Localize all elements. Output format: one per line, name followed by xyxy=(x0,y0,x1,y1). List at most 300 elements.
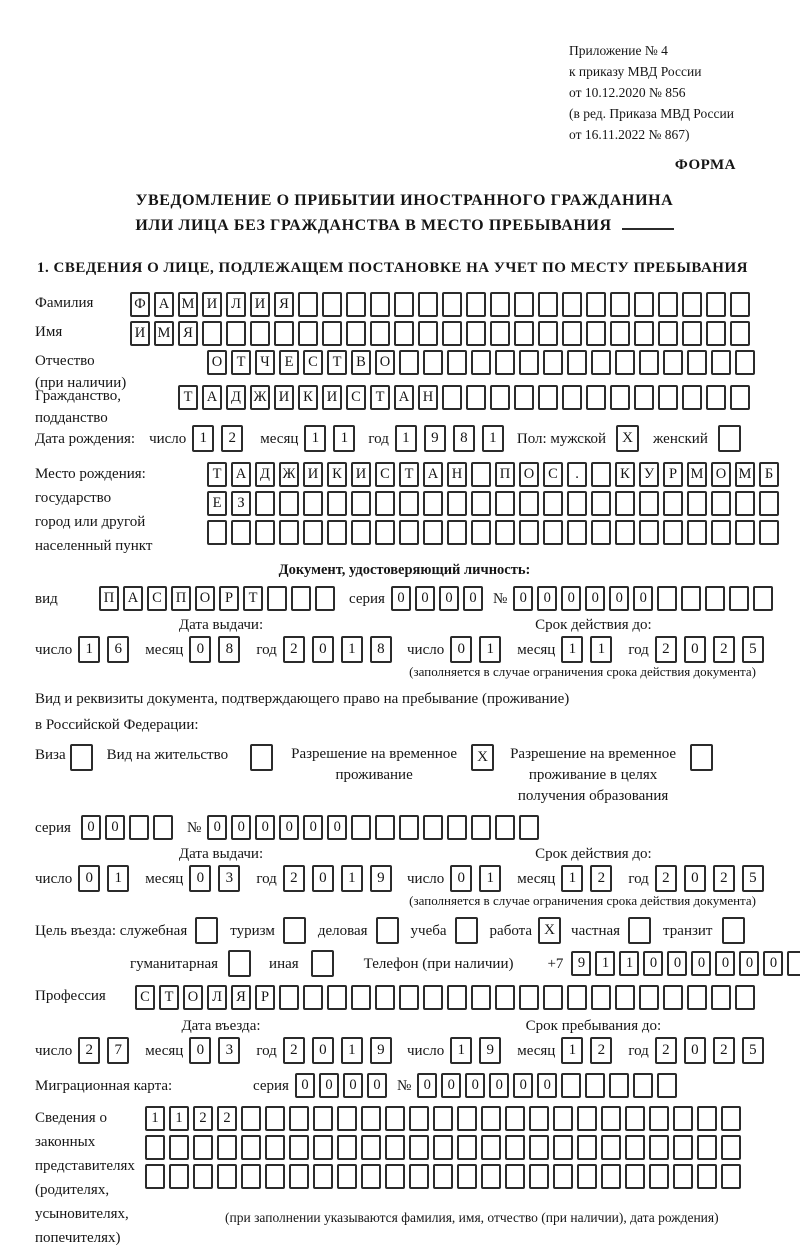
char-cell[interactable]: О xyxy=(711,462,731,487)
char-cell[interactable]: 0 xyxy=(312,865,334,892)
char-cell[interactable] xyxy=(663,491,683,516)
char-cell[interactable] xyxy=(735,985,755,1010)
char-cell[interactable]: 0 xyxy=(78,865,100,892)
char-cell[interactable] xyxy=(639,491,659,516)
char-cell[interactable]: 5 xyxy=(742,865,764,892)
char-cell[interactable] xyxy=(399,520,419,545)
char-cell[interactable]: 2 xyxy=(655,1037,677,1064)
char-cell[interactable] xyxy=(673,1164,693,1189)
char-cell[interactable]: М xyxy=(687,462,707,487)
char-cell[interactable] xyxy=(649,1164,669,1189)
char-cell[interactable]: 0 xyxy=(513,1073,533,1098)
char-cell[interactable] xyxy=(634,292,654,317)
char-cell[interactable]: 0 xyxy=(189,1037,211,1064)
char-cell[interactable] xyxy=(553,1164,573,1189)
char-cell[interactable]: 3 xyxy=(218,865,240,892)
char-cell[interactable] xyxy=(711,520,731,545)
char-cell[interactable] xyxy=(505,1106,525,1131)
char-cell[interactable]: 8 xyxy=(370,636,392,663)
char-cell[interactable]: 2 xyxy=(283,636,305,663)
checkbox-purpose-private[interactable] xyxy=(628,917,651,944)
char-cell[interactable]: 0 xyxy=(319,1073,339,1098)
char-cell[interactable] xyxy=(399,350,419,375)
char-cell[interactable] xyxy=(753,586,773,611)
char-cell[interactable]: 2 xyxy=(655,865,677,892)
char-cell[interactable]: 2 xyxy=(713,1037,735,1064)
char-cell[interactable] xyxy=(346,321,366,346)
char-cell[interactable] xyxy=(337,1135,357,1160)
char-cell[interactable]: О xyxy=(183,985,203,1010)
char-cell[interactable] xyxy=(466,321,486,346)
char-cell[interactable] xyxy=(615,985,635,1010)
checkbox-visa[interactable] xyxy=(70,744,93,771)
char-cell[interactable]: 1 xyxy=(341,865,363,892)
char-cell[interactable] xyxy=(543,985,563,1010)
char-cell[interactable] xyxy=(409,1135,429,1160)
char-cell[interactable] xyxy=(241,1164,261,1189)
char-cell[interactable]: С xyxy=(147,586,167,611)
char-cell[interactable] xyxy=(577,1106,597,1131)
char-cell[interactable]: Н xyxy=(447,462,467,487)
char-cell[interactable]: 2 xyxy=(283,1037,305,1064)
char-cell[interactable]: М xyxy=(154,321,174,346)
checkbox-residence-permit[interactable] xyxy=(250,744,273,771)
char-cell[interactable] xyxy=(370,292,390,317)
char-cell[interactable]: Т xyxy=(231,350,251,375)
char-cell[interactable]: Е xyxy=(207,491,227,516)
char-cell[interactable] xyxy=(663,350,683,375)
char-cell[interactable]: 0 xyxy=(489,1073,509,1098)
char-cell[interactable]: А xyxy=(394,385,414,410)
char-cell[interactable] xyxy=(370,321,390,346)
char-cell[interactable]: А xyxy=(123,586,143,611)
checkbox-purpose-study[interactable] xyxy=(455,917,478,944)
char-cell[interactable] xyxy=(514,292,534,317)
char-cell[interactable] xyxy=(687,350,707,375)
char-cell[interactable] xyxy=(423,350,443,375)
char-cell[interactable] xyxy=(553,1135,573,1160)
char-cell[interactable] xyxy=(226,321,246,346)
char-cell[interactable]: 0 xyxy=(105,815,125,840)
char-cell[interactable] xyxy=(591,462,611,487)
checkbox-purpose-transit[interactable] xyxy=(722,917,745,944)
char-cell[interactable] xyxy=(519,491,539,516)
checkbox-purpose-work[interactable]: X xyxy=(538,917,561,944)
char-cell[interactable]: 0 xyxy=(279,815,299,840)
char-cell[interactable] xyxy=(289,1135,309,1160)
char-cell[interactable] xyxy=(625,1164,645,1189)
char-cell[interactable] xyxy=(291,586,311,611)
char-cell[interactable]: 0 xyxy=(295,1073,315,1098)
char-cell[interactable] xyxy=(399,985,419,1010)
char-cell[interactable] xyxy=(375,520,395,545)
char-cell[interactable] xyxy=(687,985,707,1010)
char-cell[interactable]: 1 xyxy=(561,1037,583,1064)
char-cell[interactable] xyxy=(721,1135,741,1160)
char-cell[interactable] xyxy=(298,292,318,317)
char-cell[interactable]: 0 xyxy=(189,865,211,892)
char-cell[interactable] xyxy=(729,586,749,611)
char-cell[interactable]: И xyxy=(274,385,294,410)
char-cell[interactable]: 0 xyxy=(463,586,483,611)
char-cell[interactable] xyxy=(586,292,606,317)
char-cell[interactable]: У xyxy=(639,462,659,487)
char-cell[interactable]: 2 xyxy=(283,865,305,892)
char-cell[interactable] xyxy=(490,292,510,317)
char-cell[interactable] xyxy=(505,1135,525,1160)
char-cell[interactable]: 0 xyxy=(561,586,581,611)
char-cell[interactable] xyxy=(681,586,701,611)
char-cell[interactable]: 2 xyxy=(590,865,612,892)
char-cell[interactable]: Т xyxy=(159,985,179,1010)
char-cell[interactable]: З xyxy=(231,491,251,516)
char-cell[interactable] xyxy=(673,1106,693,1131)
char-cell[interactable]: А xyxy=(202,385,222,410)
char-cell[interactable]: 0 xyxy=(537,586,557,611)
char-cell[interactable]: 1 xyxy=(619,951,639,976)
char-cell[interactable]: 3 xyxy=(218,1037,240,1064)
char-cell[interactable] xyxy=(423,491,443,516)
char-cell[interactable] xyxy=(663,520,683,545)
char-cell[interactable]: 1 xyxy=(450,1037,472,1064)
char-cell[interactable]: 0 xyxy=(450,865,472,892)
char-cell[interactable] xyxy=(423,985,443,1010)
char-cell[interactable] xyxy=(610,321,630,346)
char-cell[interactable] xyxy=(202,321,222,346)
char-cell[interactable] xyxy=(721,1164,741,1189)
char-cell[interactable] xyxy=(705,586,725,611)
char-cell[interactable]: 0 xyxy=(763,951,783,976)
char-cell[interactable] xyxy=(327,985,347,1010)
char-cell[interactable]: 0 xyxy=(465,1073,485,1098)
char-cell[interactable] xyxy=(495,985,515,1010)
checkbox-purpose-humanitarian[interactable] xyxy=(228,950,251,977)
char-cell[interactable] xyxy=(591,985,611,1010)
char-cell[interactable] xyxy=(433,1164,453,1189)
char-cell[interactable] xyxy=(442,321,462,346)
char-cell[interactable]: И xyxy=(250,292,270,317)
char-cell[interactable]: 2 xyxy=(221,425,243,452)
char-cell[interactable]: Ж xyxy=(250,385,270,410)
char-cell[interactable] xyxy=(658,385,678,410)
char-cell[interactable]: Т xyxy=(207,462,227,487)
char-cell[interactable]: 5 xyxy=(742,636,764,663)
char-cell[interactable]: С xyxy=(543,462,563,487)
char-cell[interactable]: 0 xyxy=(633,586,653,611)
char-cell[interactable] xyxy=(418,321,438,346)
char-cell[interactable] xyxy=(423,520,443,545)
checkbox-purpose-business[interactable] xyxy=(376,917,399,944)
char-cell[interactable]: 0 xyxy=(391,586,411,611)
char-cell[interactable]: 0 xyxy=(684,636,706,663)
char-cell[interactable] xyxy=(609,1073,629,1098)
char-cell[interactable] xyxy=(471,350,491,375)
char-cell[interactable]: 0 xyxy=(684,1037,706,1064)
char-cell[interactable]: 0 xyxy=(691,951,711,976)
char-cell[interactable] xyxy=(735,491,755,516)
char-cell[interactable]: 0 xyxy=(537,1073,557,1098)
char-cell[interactable]: Л xyxy=(207,985,227,1010)
char-cell[interactable] xyxy=(673,1135,693,1160)
char-cell[interactable]: 2 xyxy=(590,1037,612,1064)
char-cell[interactable] xyxy=(207,520,227,545)
char-cell[interactable] xyxy=(538,292,558,317)
char-cell[interactable] xyxy=(514,321,534,346)
char-cell[interactable]: 0 xyxy=(343,1073,363,1098)
char-cell[interactable] xyxy=(481,1106,501,1131)
char-cell[interactable] xyxy=(615,350,635,375)
char-cell[interactable] xyxy=(418,292,438,317)
char-cell[interactable] xyxy=(466,292,486,317)
char-cell[interactable] xyxy=(267,586,287,611)
char-cell[interactable]: 2 xyxy=(655,636,677,663)
char-cell[interactable]: 0 xyxy=(585,586,605,611)
char-cell[interactable]: 0 xyxy=(609,586,629,611)
char-cell[interactable]: Ж xyxy=(279,462,299,487)
char-cell[interactable] xyxy=(553,1106,573,1131)
char-cell[interactable]: П xyxy=(495,462,515,487)
char-cell[interactable]: В xyxy=(351,350,371,375)
char-cell[interactable] xyxy=(514,385,534,410)
char-cell[interactable] xyxy=(730,292,750,317)
char-cell[interactable] xyxy=(657,1073,677,1098)
char-cell[interactable]: 1 xyxy=(561,636,583,663)
char-cell[interactable]: 1 xyxy=(395,425,417,452)
char-cell[interactable] xyxy=(682,385,702,410)
char-cell[interactable] xyxy=(313,1135,333,1160)
char-cell[interactable] xyxy=(274,321,294,346)
char-cell[interactable] xyxy=(442,385,462,410)
char-cell[interactable] xyxy=(586,321,606,346)
char-cell[interactable]: 0 xyxy=(513,586,533,611)
char-cell[interactable]: 1 xyxy=(482,425,504,452)
char-cell[interactable] xyxy=(490,321,510,346)
char-cell[interactable]: 1 xyxy=(595,951,615,976)
char-cell[interactable]: П xyxy=(99,586,119,611)
char-cell[interactable] xyxy=(351,491,371,516)
char-cell[interactable] xyxy=(399,491,419,516)
char-cell[interactable]: Р xyxy=(663,462,683,487)
char-cell[interactable]: 0 xyxy=(441,1073,461,1098)
char-cell[interactable]: Л xyxy=(226,292,246,317)
char-cell[interactable]: И xyxy=(130,321,150,346)
char-cell[interactable]: Т xyxy=(370,385,390,410)
char-cell[interactable] xyxy=(471,520,491,545)
char-cell[interactable]: Д xyxy=(255,462,275,487)
char-cell[interactable] xyxy=(657,586,677,611)
char-cell[interactable]: 0 xyxy=(684,865,706,892)
char-cell[interactable]: 0 xyxy=(312,636,334,663)
char-cell[interactable]: Т xyxy=(399,462,419,487)
char-cell[interactable]: Н xyxy=(418,385,438,410)
char-cell[interactable]: 2 xyxy=(217,1106,237,1131)
char-cell[interactable] xyxy=(543,350,563,375)
checkbox-gender-female[interactable] xyxy=(718,425,741,452)
char-cell[interactable] xyxy=(538,385,558,410)
char-cell[interactable]: 9 xyxy=(370,1037,392,1064)
char-cell[interactable] xyxy=(538,321,558,346)
char-cell[interactable] xyxy=(711,350,731,375)
char-cell[interactable] xyxy=(735,350,755,375)
char-cell[interactable] xyxy=(327,520,347,545)
char-cell[interactable]: Р xyxy=(219,586,239,611)
char-cell[interactable]: 1 xyxy=(341,1037,363,1064)
char-cell[interactable] xyxy=(682,292,702,317)
char-cell[interactable] xyxy=(586,385,606,410)
char-cell[interactable] xyxy=(591,491,611,516)
checkbox-purpose-other[interactable] xyxy=(311,950,334,977)
char-cell[interactable]: 1 xyxy=(169,1106,189,1131)
char-cell[interactable] xyxy=(153,815,173,840)
char-cell[interactable] xyxy=(697,1164,717,1189)
char-cell[interactable]: 0 xyxy=(643,951,663,976)
char-cell[interactable] xyxy=(442,292,462,317)
char-cell[interactable]: 0 xyxy=(367,1073,387,1098)
char-cell[interactable] xyxy=(634,385,654,410)
char-cell[interactable]: 0 xyxy=(327,815,347,840)
char-cell[interactable]: И xyxy=(303,462,323,487)
char-cell[interactable] xyxy=(265,1106,285,1131)
char-cell[interactable]: П xyxy=(171,586,191,611)
char-cell[interactable] xyxy=(471,491,491,516)
char-cell[interactable] xyxy=(481,1164,501,1189)
char-cell[interactable]: А xyxy=(154,292,174,317)
char-cell[interactable] xyxy=(279,520,299,545)
char-cell[interactable] xyxy=(505,1164,525,1189)
char-cell[interactable]: 0 xyxy=(715,951,735,976)
char-cell[interactable]: 9 xyxy=(479,1037,501,1064)
char-cell[interactable] xyxy=(409,1106,429,1131)
char-cell[interactable] xyxy=(289,1164,309,1189)
char-cell[interactable]: 0 xyxy=(439,586,459,611)
char-cell[interactable] xyxy=(495,491,515,516)
char-cell[interactable] xyxy=(529,1106,549,1131)
char-cell[interactable]: 1 xyxy=(78,636,100,663)
char-cell[interactable] xyxy=(711,985,731,1010)
char-cell[interactable]: Р xyxy=(255,985,275,1010)
char-cell[interactable] xyxy=(433,1106,453,1131)
char-cell[interactable]: 9 xyxy=(370,865,392,892)
char-cell[interactable]: 0 xyxy=(189,636,211,663)
char-cell[interactable]: С xyxy=(346,385,366,410)
char-cell[interactable]: А xyxy=(423,462,443,487)
char-cell[interactable] xyxy=(633,1073,653,1098)
char-cell[interactable] xyxy=(585,1073,605,1098)
char-cell[interactable] xyxy=(471,985,491,1010)
char-cell[interactable] xyxy=(561,1073,581,1098)
char-cell[interactable] xyxy=(322,292,342,317)
char-cell[interactable]: 0 xyxy=(417,1073,437,1098)
char-cell[interactable] xyxy=(169,1135,189,1160)
char-cell[interactable]: 2 xyxy=(713,636,735,663)
char-cell[interactable] xyxy=(255,491,275,516)
char-cell[interactable] xyxy=(255,520,275,545)
char-cell[interactable] xyxy=(577,1135,597,1160)
char-cell[interactable] xyxy=(303,491,323,516)
char-cell[interactable] xyxy=(519,350,539,375)
char-cell[interactable]: 0 xyxy=(231,815,251,840)
char-cell[interactable]: 6 xyxy=(107,636,129,663)
char-cell[interactable] xyxy=(351,985,371,1010)
char-cell[interactable] xyxy=(591,350,611,375)
char-cell[interactable]: 0 xyxy=(450,636,472,663)
char-cell[interactable] xyxy=(567,350,587,375)
char-cell[interactable]: О xyxy=(195,586,215,611)
char-cell[interactable]: К xyxy=(298,385,318,410)
char-cell[interactable] xyxy=(663,985,683,1010)
char-cell[interactable] xyxy=(327,491,347,516)
char-cell[interactable] xyxy=(394,321,414,346)
char-cell[interactable] xyxy=(481,1135,501,1160)
char-cell[interactable] xyxy=(658,321,678,346)
char-cell[interactable] xyxy=(145,1164,165,1189)
char-cell[interactable]: 2 xyxy=(193,1106,213,1131)
char-cell[interactable] xyxy=(562,385,582,410)
char-cell[interactable] xyxy=(385,1164,405,1189)
char-cell[interactable]: 7 xyxy=(107,1037,129,1064)
char-cell[interactable]: Д xyxy=(226,385,246,410)
char-cell[interactable]: И xyxy=(202,292,222,317)
char-cell[interactable] xyxy=(787,951,800,976)
char-cell[interactable] xyxy=(615,520,635,545)
char-cell[interactable]: 0 xyxy=(207,815,227,840)
char-cell[interactable] xyxy=(241,1135,261,1160)
char-cell[interactable]: . xyxy=(567,462,587,487)
char-cell[interactable] xyxy=(519,815,539,840)
char-cell[interactable]: 1 xyxy=(192,425,214,452)
char-cell[interactable] xyxy=(375,985,395,1010)
char-cell[interactable]: 0 xyxy=(303,815,323,840)
checkbox-temp-residence-edu[interactable] xyxy=(690,744,713,771)
char-cell[interactable]: Т xyxy=(243,586,263,611)
char-cell[interactable] xyxy=(322,321,342,346)
char-cell[interactable] xyxy=(634,321,654,346)
char-cell[interactable] xyxy=(567,491,587,516)
char-cell[interactable] xyxy=(351,815,371,840)
char-cell[interactable] xyxy=(495,815,515,840)
char-cell[interactable] xyxy=(721,1106,741,1131)
char-cell[interactable] xyxy=(601,1106,621,1131)
char-cell[interactable] xyxy=(649,1106,669,1131)
char-cell[interactable] xyxy=(457,1135,477,1160)
char-cell[interactable]: И xyxy=(322,385,342,410)
char-cell[interactable]: 8 xyxy=(453,425,475,452)
char-cell[interactable] xyxy=(337,1164,357,1189)
char-cell[interactable]: 0 xyxy=(81,815,101,840)
char-cell[interactable] xyxy=(639,520,659,545)
char-cell[interactable] xyxy=(447,985,467,1010)
char-cell[interactable] xyxy=(577,1164,597,1189)
checkbox-temp-residence[interactable]: X xyxy=(471,744,494,771)
char-cell[interactable] xyxy=(313,1164,333,1189)
char-cell[interactable]: 9 xyxy=(571,951,591,976)
char-cell[interactable]: М xyxy=(178,292,198,317)
char-cell[interactable] xyxy=(447,350,467,375)
char-cell[interactable] xyxy=(649,1135,669,1160)
char-cell[interactable] xyxy=(519,520,539,545)
char-cell[interactable] xyxy=(529,1164,549,1189)
char-cell[interactable] xyxy=(346,292,366,317)
char-cell[interactable]: Я xyxy=(178,321,198,346)
char-cell[interactable]: С xyxy=(303,350,323,375)
char-cell[interactable] xyxy=(385,1135,405,1160)
checkbox-purpose-official[interactable] xyxy=(195,917,218,944)
char-cell[interactable]: Т xyxy=(327,350,347,375)
char-cell[interactable] xyxy=(303,985,323,1010)
char-cell[interactable] xyxy=(687,491,707,516)
char-cell[interactable]: 0 xyxy=(667,951,687,976)
char-cell[interactable] xyxy=(658,292,678,317)
